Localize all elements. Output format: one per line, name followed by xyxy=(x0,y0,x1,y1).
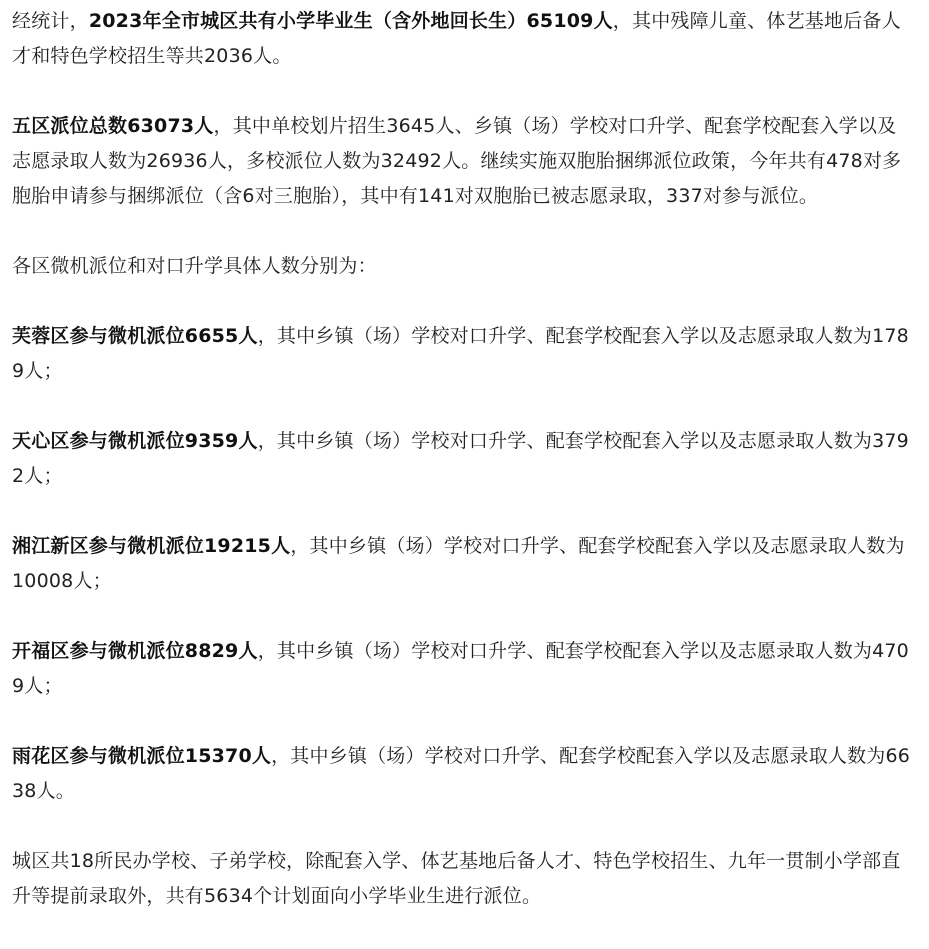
paragraph-tianxin-district xyxy=(12,424,912,494)
paragraph-yuhua-district xyxy=(12,739,912,809)
article-body xyxy=(12,4,912,949)
paragraph-highlight: 2023年全市城区共有小学毕业生（含外地回长生）65109人 xyxy=(88,10,613,32)
paragraph-total-graduates xyxy=(12,4,912,74)
paragraph-highlight: 五区派位总数63073人 xyxy=(12,115,214,137)
paragraph-lead: 各区微机派位和对口升学具体人数分别为： xyxy=(12,255,377,277)
paragraph-kaifu-district xyxy=(12,634,912,704)
paragraph-text: ，其中单校划片招生3645人、乡镇（场）学校对口升学、配套学校配套入学以及志愿录取人数为26936人，多校派位人数为32492人。继续实施双胞胎捆绑派位政策，今年共有478对多胞胎申请参与捆绑派位（含6对三胞胎），其中有141对双胞胎已被志愿录取，337对参与派位。 xyxy=(12,115,902,207)
paragraph-text: ，其中乡镇（场）学校对口升学、配套学校配套入学以及志愿录取人数为4709人； xyxy=(12,640,909,697)
paragraph-text: ，其中乡镇（场）学校对口升学、配套学校配套入学以及志愿录取人数为3792人； xyxy=(12,430,909,487)
paragraph-highlight: 芙蓉区参与微机派位6655人 xyxy=(12,325,258,347)
paragraph-text: ，其中乡镇（场）学校对口升学、配套学校配套入学以及志愿录取人数为10008人； xyxy=(12,535,905,592)
paragraph-highlight: 开福区参与微机派位8829人 xyxy=(12,640,258,662)
paragraph-text: ，其中乡镇（场）学校对口升学、配套学校配套入学以及志愿录取人数为6638人。 xyxy=(12,745,911,802)
paragraph-highlight: 天心区参与微机派位9359人 xyxy=(12,430,258,452)
paragraph-lead: 城区共18所民办学校、子弟学校，除配套入学、体艺基地后备人才、特色学校招生、九年一贯制小学部直升等提前录取外，共有5634个计划面向小学毕业生进行派位。 xyxy=(12,850,901,907)
paragraph-xiangjiang-new-district xyxy=(12,529,912,599)
paragraph-furong-district xyxy=(12,319,912,389)
paragraph-district-intro xyxy=(12,249,912,284)
paragraph-text: ，其中乡镇（场）学校对口升学、配套学校配套入学以及志愿录取人数为1789人； xyxy=(12,325,909,382)
paragraph-highlight: 雨花区参与微机派位15370人 xyxy=(12,745,272,767)
paragraph-highlight: 湘江新区参与微机派位19215人 xyxy=(12,535,291,557)
paragraph-text: ，其中残障儿童、体艺基地后备人才和特色学校招生等共2036人。 xyxy=(12,10,901,67)
paragraph-private-schools xyxy=(12,844,912,914)
paragraph-five-districts xyxy=(12,109,912,214)
paragraph-lead: 经统计， xyxy=(12,10,89,32)
